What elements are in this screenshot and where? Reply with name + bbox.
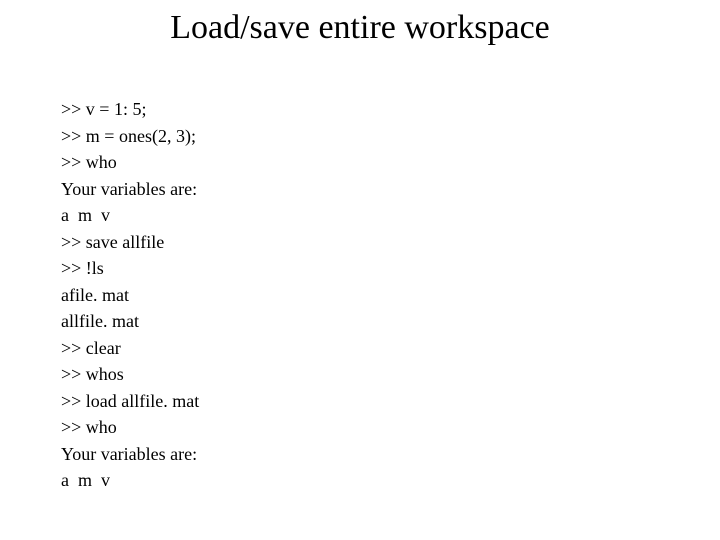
slide-title: Load/save entire workspace [170, 9, 550, 46]
session-line: a m v [61, 470, 110, 490]
session-line: >> !ls [61, 258, 104, 278]
session-line: >> v = 1: 5; [61, 99, 147, 119]
session-line: Your variables are: [61, 178, 198, 199]
command-session [61, 96, 661, 494]
session-line: afile. mat [61, 284, 129, 305]
session-line: >> m = ones(2, 3); [61, 125, 196, 146]
session-line: >> save allfile [61, 231, 165, 252]
session-line: >> who [61, 152, 117, 172]
session-line: Your variables are: [61, 443, 198, 464]
session-line: >> load allfile. mat [61, 390, 200, 411]
session-line: allfile. mat [61, 311, 139, 331]
session-line: >> whos [61, 364, 124, 384]
session-line: a m v [61, 205, 110, 225]
session-line: >> clear [61, 337, 121, 358]
session-line: >> who [61, 417, 117, 437]
